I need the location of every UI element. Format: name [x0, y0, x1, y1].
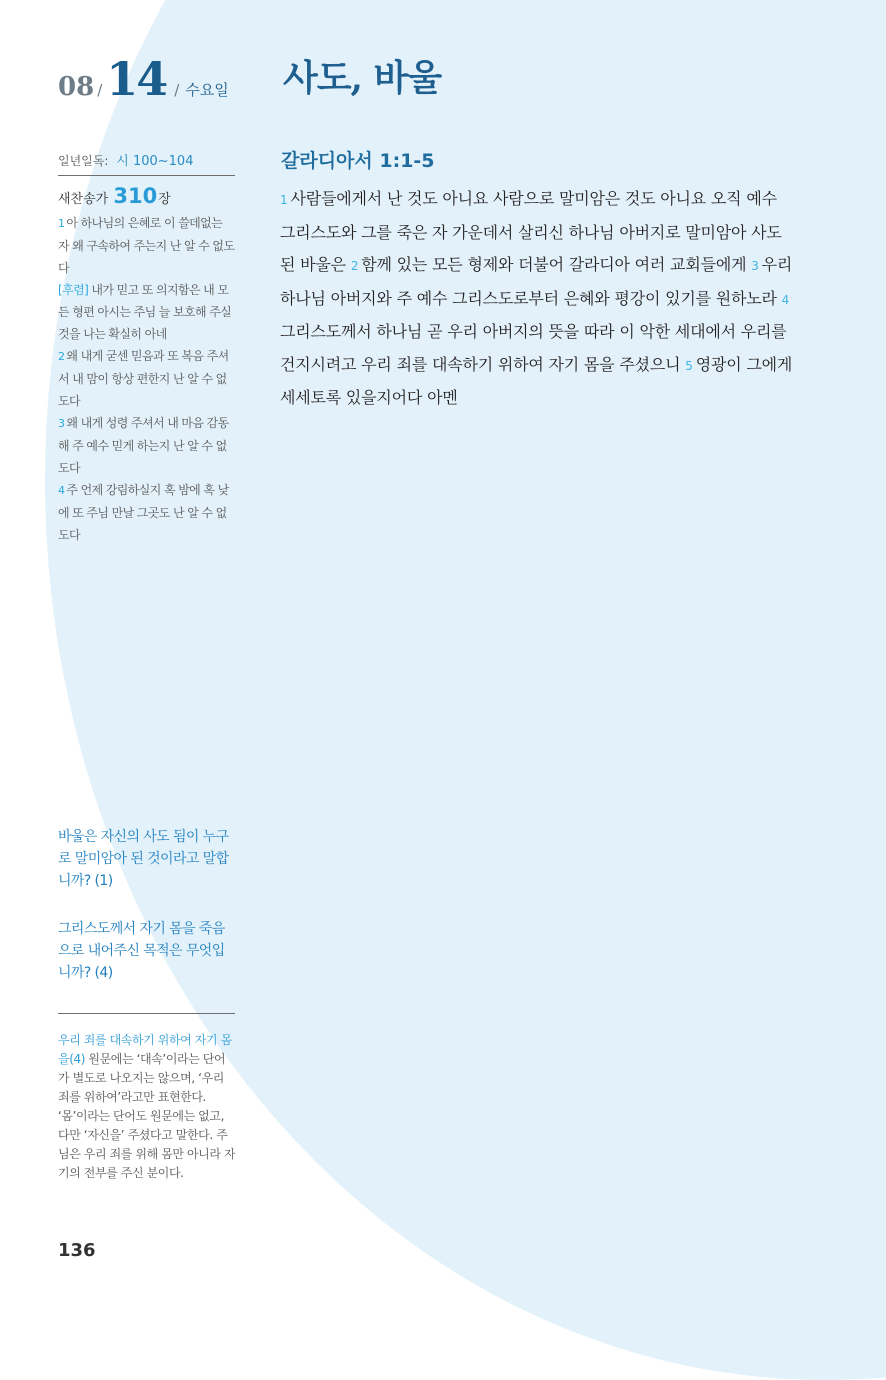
study-note [58, 1031, 236, 1183]
hymn-verse-text: 아 하나님의 은혜로 이 쓸데없는 자 왜 구속하여 주는지 난 알 수 없도다 [58, 216, 235, 275]
question-2: 그리스도께서 자기 몸을 죽음으로 내어주신 목적은 무엇입니까? (4) [58, 921, 225, 981]
date-separator-2: / [174, 81, 180, 99]
hymn-verse-number: 3 [58, 417, 65, 430]
hymn-verse-text: 내가 믿고 또 의지함은 내 모든 형편 아시는 주님 늘 보호해 주실 것을 나는 확실히 아네 [58, 283, 232, 341]
page-number: 136 [58, 1240, 96, 1261]
hymn-title [58, 184, 236, 208]
daily-reading [58, 150, 236, 169]
verse-number: 2 [350, 259, 359, 273]
scripture-passage [280, 183, 794, 415]
date-day: 14 [106, 52, 167, 106]
verse-text: 사람들에게서 난 것도 아니요 사람으로 말미암은 것도 아니요 오직 예수 그리스도와 그를 죽은 자 가운데서 살리신 하나님 아버지로 말미암아 사도 된 바울은 [280, 189, 782, 274]
question-1: 바울은 자신의 사도 됨이 누구로 말미암아 된 것이라고 말합니까? (1) [58, 829, 229, 889]
hymn-verse-text: 주 언제 강림하실지 혹 밤에 혹 낮에 또 주님 만날 그곳도 난 알 수 없도다 [58, 483, 229, 542]
study-note-text: 원문에는 ‘대속’이라는 단어가 별도로 나오지는 않으며, ‘우리 죄를 위하여’라고만 표현한다. ‘몸’이라는 단어도 원문에는 없고, 다만 ‘자신을’ 주셨다고 말한다. 주님은 우리 죄를 위해 몸만 아니라 자기의 전부를 주신 분이다. [58, 1052, 236, 1180]
hymn-number: 310 [113, 184, 158, 208]
hymn-chorus [58, 279, 236, 345]
verse-text: 우리 하나님 아버지와 주 예수 그리스도로부터 은혜와 평강이 있기를 원하노라 [280, 255, 793, 308]
hymn-verse-number: 2 [58, 350, 65, 363]
passage-reference: 갈라디아서 1:1-5 [281, 150, 435, 172]
hymn-verse-text: 왜 내게 성령 주셔서 내 마음 감동해 주 예수 믿게 하는지 난 알 수 없도다 [58, 416, 229, 475]
study-note-term: 우리 죄를 대속하기 위하여 자기 몸을(4) [58, 1033, 232, 1066]
verse-text: 영광이 그에게 세세토록 있을지어다 아멘 [280, 354, 793, 407]
verse-number: 3 [751, 259, 759, 273]
verse-number: 4 [781, 292, 790, 307]
verse-number: 1 [280, 193, 288, 207]
hymn-verse [58, 412, 236, 479]
hymn-chorus-label: [후렴] [58, 283, 89, 297]
hymn-verse [58, 479, 236, 546]
date-header [58, 52, 229, 106]
page-title: 사도, 바울 [283, 57, 442, 99]
hymn-verse [58, 212, 236, 279]
daily-reading-value: 시 100~104 [116, 154, 194, 169]
hymn-verse-number: 1 [58, 217, 65, 230]
daily-reading-label: 일년일독: [58, 154, 109, 168]
divider [58, 175, 235, 176]
hymn-suffix: 장 [158, 192, 171, 207]
verse-text: 그리스도께서 하나님 곧 우리 아버지의 뜻을 따라 이 악한 세대에서 우리를 건지시려고 우리 죄를 대속하기 위하여 자기 몸을 주셨으니 [280, 322, 787, 374]
hymn-prefix: 새찬송가 [58, 192, 109, 207]
hymn-lyrics [58, 212, 236, 546]
hymn-verse [58, 345, 236, 412]
date-separator: / [97, 81, 103, 99]
verse-number: 5 [685, 358, 693, 373]
date-month: 08 [58, 72, 95, 102]
verse-text: 함께 있는 모든 형제와 더불어 갈라디아 여러 교회들에게 [361, 255, 747, 274]
hymn-verse-number: 4 [58, 484, 65, 497]
date-weekday: 수요일 [185, 81, 229, 99]
hymn-verse-text: 왜 내게 굳센 믿음과 또 복음 주셔서 내 맘이 항상 편한지 난 알 수 없도다 [58, 349, 229, 408]
divider [58, 1013, 235, 1014]
